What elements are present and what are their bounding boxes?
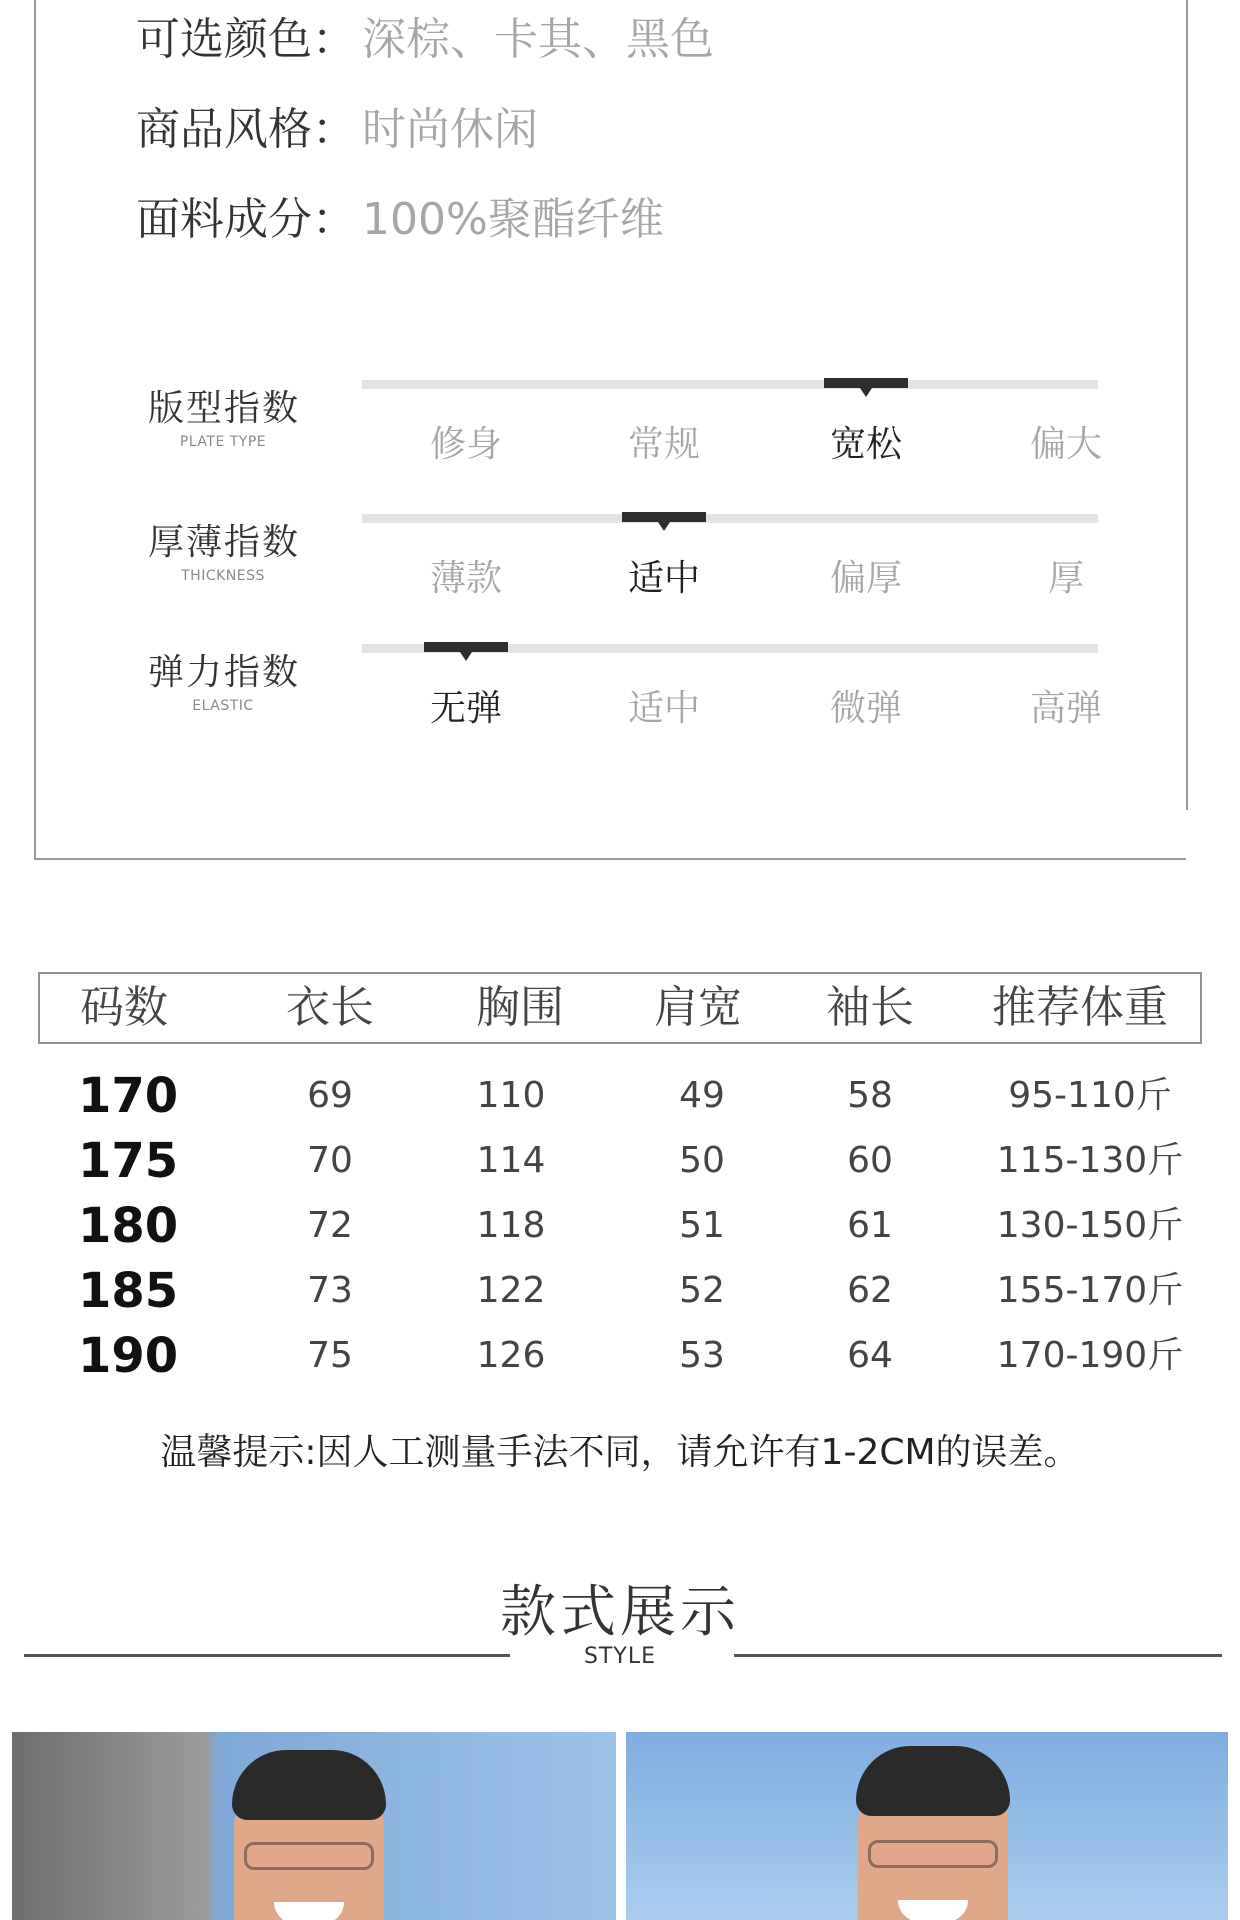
- model-hair: [856, 1746, 1010, 1816]
- sleeve-cell: 62: [847, 1270, 893, 1311]
- style-section-title: 款式展示: [500, 1580, 740, 1645]
- weight-cell: 115-130斤: [996, 1140, 1184, 1181]
- model-hair: [232, 1750, 386, 1820]
- divider-right: [734, 1654, 1222, 1657]
- index-option: 高弹: [1029, 688, 1102, 729]
- model-smile: [898, 1900, 968, 1920]
- index-option: 无弹: [429, 688, 502, 729]
- info-row-style: [136, 100, 538, 160]
- model-photo-left: [12, 1732, 616, 1920]
- index-subtitle: THICKNESS: [181, 568, 265, 584]
- glasses: [868, 1840, 998, 1868]
- weight-cell: 130-150斤: [996, 1205, 1184, 1246]
- index-option: 适中: [627, 688, 700, 729]
- index-thickness: [36, 514, 1188, 634]
- index-track: [362, 514, 1098, 523]
- sleeve-cell: 64: [847, 1335, 893, 1376]
- index-marker: [824, 378, 908, 388]
- weight-cell: 170-190斤: [996, 1335, 1184, 1376]
- index-option: 微弹: [829, 688, 902, 729]
- index-title: 厚薄指数: [148, 522, 301, 563]
- index-option: 宽松: [829, 424, 902, 465]
- table-row: [0, 1131, 1240, 1191]
- shoulder-cell: 49: [679, 1075, 725, 1116]
- shoulder-cell: 51: [679, 1205, 725, 1246]
- sleeve-cell: 58: [847, 1075, 893, 1116]
- shoulder-cell: 50: [679, 1140, 725, 1181]
- table-row: [0, 1326, 1240, 1386]
- style-section-subtitle: STYLE: [584, 1644, 656, 1669]
- index-option: 偏大: [1029, 424, 1102, 465]
- header-shoulder: 肩宽: [654, 982, 742, 1033]
- header-length: 衣长: [286, 982, 374, 1033]
- index-option: 常规: [627, 424, 700, 465]
- index-option: 薄款: [429, 558, 502, 599]
- index-track: [362, 380, 1098, 389]
- index-option: 修身: [429, 424, 502, 465]
- index-title: 版型指数: [148, 388, 301, 429]
- weight-cell: 155-170斤: [996, 1270, 1184, 1311]
- index-marker: [424, 642, 508, 652]
- index-subtitle: PLATE TYPE: [179, 434, 267, 450]
- index-subtitle: ELASTIC: [192, 698, 254, 714]
- size-cell: 180: [78, 1198, 179, 1254]
- chest-cell: 110: [476, 1075, 546, 1116]
- sleeve-cell: 61: [847, 1205, 893, 1246]
- header-sleeve: 袖长: [826, 982, 914, 1033]
- header-chest: 胸围: [476, 982, 564, 1033]
- chest-cell: 122: [476, 1270, 546, 1311]
- weight-cell: 95-110斤: [1008, 1075, 1172, 1116]
- chest-cell: 118: [476, 1205, 546, 1246]
- index-option: 偏厚: [829, 558, 902, 599]
- size-cell: 170: [78, 1068, 179, 1124]
- info-key: 面料成分：: [136, 194, 356, 245]
- info-key: 可选颜色：: [136, 14, 356, 65]
- size-cell: 185: [78, 1263, 179, 1319]
- table-row: [0, 1196, 1240, 1256]
- length-cell: 69: [307, 1075, 353, 1116]
- header-weight: 推荐体重: [992, 982, 1168, 1033]
- sleeve-cell: 60: [847, 1140, 893, 1181]
- length-cell: 72: [307, 1205, 353, 1246]
- index-option: 适中: [627, 558, 700, 599]
- index-marker: [622, 512, 706, 522]
- model-smile: [274, 1902, 344, 1920]
- chest-cell: 126: [476, 1335, 546, 1376]
- info-value: 深棕、卡其、黑色: [362, 14, 714, 65]
- size-cell: 190: [78, 1328, 179, 1384]
- chest-cell: 114: [476, 1140, 546, 1181]
- length-cell: 73: [307, 1270, 353, 1311]
- glasses: [244, 1842, 374, 1870]
- measurement-tip: 温馨提示:因人工测量手法不同，请允许有1-2CM的误差。: [160, 1432, 1080, 1473]
- shoulder-cell: 52: [679, 1270, 725, 1311]
- size-table-header: [38, 972, 1202, 1044]
- index-plate-type: [36, 380, 1188, 500]
- length-cell: 75: [307, 1335, 353, 1376]
- info-value: 100%聚酯纤维: [362, 194, 664, 245]
- size-cell: 175: [78, 1133, 179, 1189]
- header-size: 码数: [80, 982, 168, 1033]
- info-row-colors: [136, 10, 714, 70]
- info-row-fabric: [136, 190, 664, 250]
- info-value: 时尚休闲: [362, 104, 538, 155]
- model-photo-right: [626, 1732, 1228, 1920]
- table-row: [0, 1066, 1240, 1126]
- table-row: [0, 1261, 1240, 1321]
- length-cell: 70: [307, 1140, 353, 1181]
- shoulder-cell: 53: [679, 1335, 725, 1376]
- index-elastic: [36, 644, 1188, 764]
- index-title: 弹力指数: [148, 652, 301, 693]
- product-info-panel: [34, 0, 1186, 860]
- info-key: 商品风格：: [136, 104, 356, 155]
- index-option: 厚: [1047, 558, 1084, 599]
